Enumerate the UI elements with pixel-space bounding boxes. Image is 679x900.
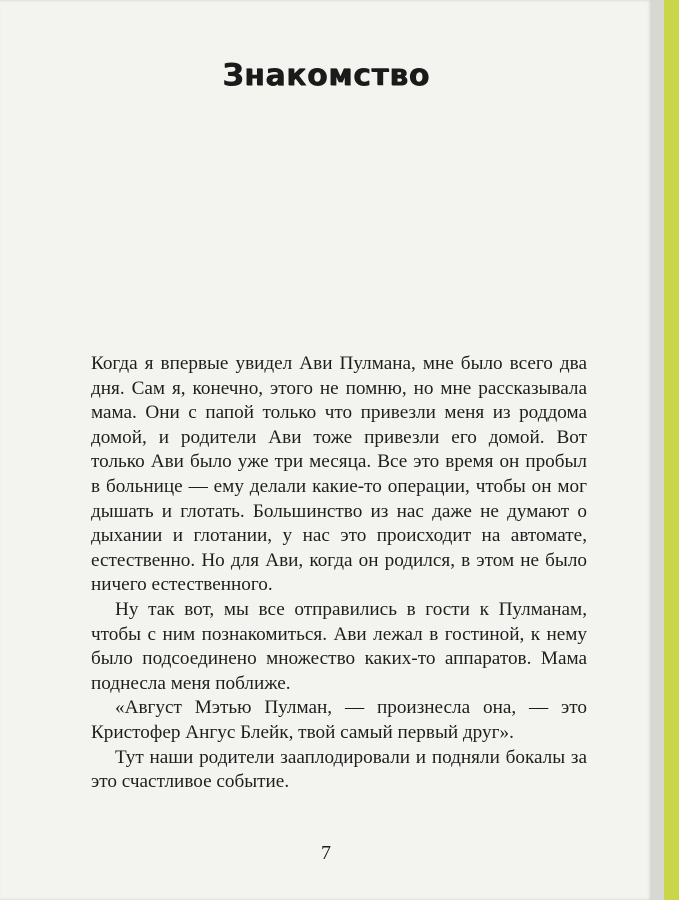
paragraph-3: «Август Мэтью Пулман, — произнесла она, — это Кристофер Ангус Блейк, твой самый первый друг». <box>91 697 587 743</box>
paragraph-1: Когда я впервые увидел Ави Пулмана, мне было всего два дня. Сам я, конечно, этого не помню, но мне рассказывала мама. Они с папой только что привезли меня из роддома домой, и родители Ави тоже привезли его домой. Вот только Ави было уже три месяца. Все это время он пробыл в больнице — ему делали какие-то операции, чтобы он мог дышать и глотать. Большинство из нас даже не думают о дыхании и глотании, у нас это происходит на автомате, естественно. Но для Ави, когда он родился, в этом не было ничего естественного. <box>91 353 587 596</box>
paragraph-4: Тут наши родители зааплодировали и подняли бокалы за это счастливое событие. <box>91 746 587 793</box>
chapter-body <box>91 352 587 795</box>
paragraph-2: Ну так вот, мы все отправились в гости к Пулманам, чтобы с ним познакомиться. Ави лежал в гостиной, к нему было подсоединено множество каких-то аппаратов. Мама поднесла меня поближе. <box>91 598 587 694</box>
chapter-title: Знакомство <box>222 58 430 93</box>
page-number: 7 <box>321 842 331 864</box>
